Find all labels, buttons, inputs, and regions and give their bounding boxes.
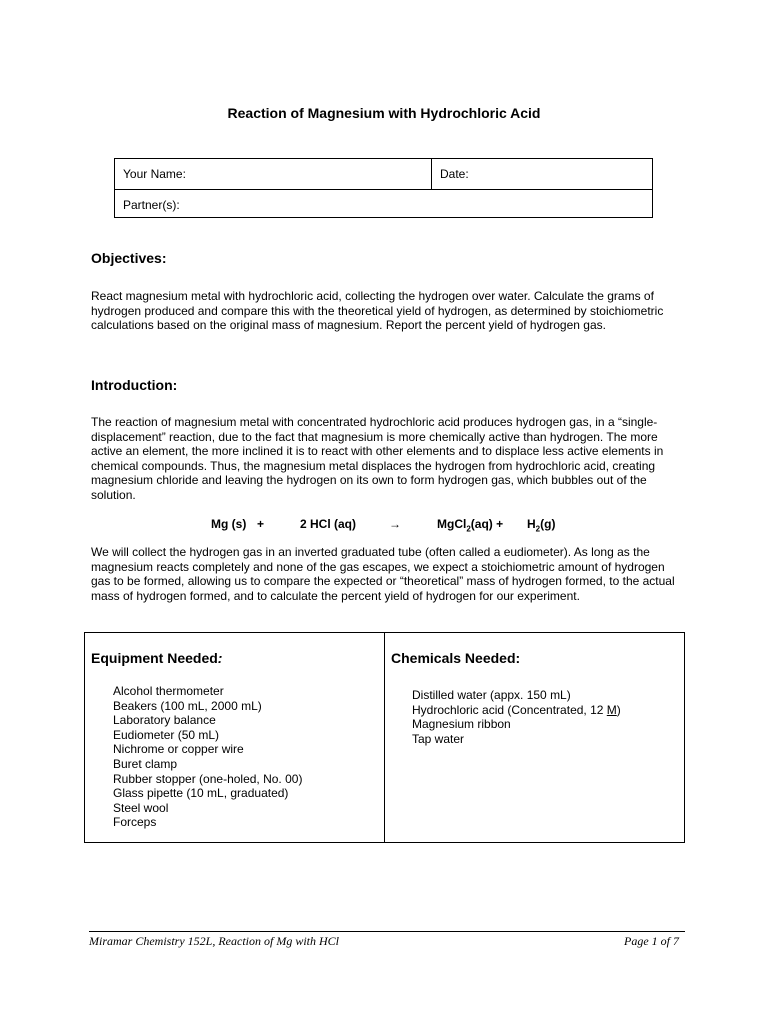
materials-divider [384, 633, 385, 842]
equipment-item: Alcohol thermometer [113, 684, 224, 698]
equipment-item: Forceps [113, 815, 157, 830]
name-cell[interactable] [115, 159, 432, 189]
equipment-item: Buret clamp [113, 756, 178, 771]
equation-plus: + [257, 517, 265, 531]
footer-divider [89, 931, 685, 932]
mgcl2-state: (aq) + [470, 517, 504, 531]
footer-page-number: Page 1 of 7 [624, 934, 679, 948]
equipment-item: Laboratory balance [113, 713, 216, 728]
date-cell[interactable] [432, 159, 652, 189]
mgcl2-text: MgCl [437, 517, 467, 531]
equation-reactant-hcl: 2 HCl (aq) [300, 517, 357, 531]
equipment-item: Glass pipette (10 mL, graduated) [113, 786, 289, 801]
chemicals-list [412, 688, 621, 746]
equipment-list [113, 684, 302, 830]
equation-reactant-mg: Mg (s) [211, 517, 247, 531]
introduction-text-2: We will collect the hydrogen gas in an inverted graduated tube (often called a eudiometer). As long as the magnesium reacts completely and none of the gas escapes, we expect a stoichiometric amount of hydrogen gas to be formed, allowing us to compare the expected or “theoretical” mass of hydrogen formed, to the actual mass of hydrogen formed, and to calculate the percent yield of hydrogen for our experiment. [91, 545, 675, 603]
partners-cell[interactable] [115, 190, 652, 218]
h2-state: (g) [540, 517, 556, 531]
date-label: Date: [440, 167, 469, 181]
introduction-text-1: The reaction of magnesium metal with concentrated hydrochloric acid produces hydrogen gas, in a “single-displacement” reaction, due to the fact that magnesium is more chemically active than hydrogen. The more active an element, the more inclined it is to react with other elements and to displace less active elements in chemical compounds. Thus, the magnesium metal displaces the hydrogen from hydrochloric acid, creating magnesium chloride and leaving the hydrogen on its own to form hydrogen gas, which bubbles out of the solution. [91, 415, 664, 502]
equation-product-mgcl2 [437, 517, 503, 533]
equation-arrow: → [389, 517, 401, 531]
hcl-text: Hydrochloric acid (Concentrated, 12 [412, 702, 607, 717]
name-label: Your Name: [123, 167, 186, 181]
equipment-item: Beakers (100 mL, 2000 mL) [113, 698, 262, 713]
student-info-table [114, 158, 653, 218]
equipment-heading-colon: : [217, 650, 223, 666]
objectives-text: React magnesium metal with hydrochloric acid, collecting the hydrogen over water. Calculate the grams of hydrogen produced and compare this with the theoretical yield of hydrogen, as determined by stoichiometric calculations based on the original mass of magnesium. Report the percent yield of hydrogen gas. [91, 289, 664, 333]
mgcl2-subscript: 2 [466, 524, 471, 534]
hcl-close: ) [616, 702, 621, 717]
chemical-item: Tap water [412, 731, 465, 746]
equipment-item: Rubber stopper (one-holed, No. 00) [113, 771, 303, 786]
objectives-heading: Objectives: [91, 250, 167, 266]
document-title: Reaction of Magnesium with Hydrochloric Acid [227, 105, 541, 121]
introduction-heading: Introduction: [91, 377, 178, 393]
h2-text: H [527, 517, 536, 531]
materials-table [84, 632, 685, 843]
chemical-item: Magnesium ribbon [412, 717, 511, 732]
chemical-item-hcl [412, 703, 621, 718]
partners-label: Partner(s): [123, 198, 180, 212]
chemical-item: Distilled water (appx. 150 mL) [412, 688, 571, 702]
equipment-heading [91, 650, 222, 666]
footer-course-title: Miramar Chemistry 152L, Reaction of Mg with HCl [89, 934, 339, 948]
equipment-item: Nichrome or copper wire [113, 742, 244, 757]
equipment-item: Steel wool [113, 800, 169, 815]
equipment-heading-text: Equipment Needed [91, 650, 218, 666]
equipment-item: Eudiometer (50 mL) [113, 727, 220, 742]
equation-product-h2 [527, 517, 555, 533]
chemicals-heading: Chemicals Needed: [391, 650, 521, 666]
info-row-name-date [115, 159, 652, 190]
h2-subscript: 2 [535, 524, 541, 534]
hcl-molarity-unit: M [606, 702, 617, 717]
